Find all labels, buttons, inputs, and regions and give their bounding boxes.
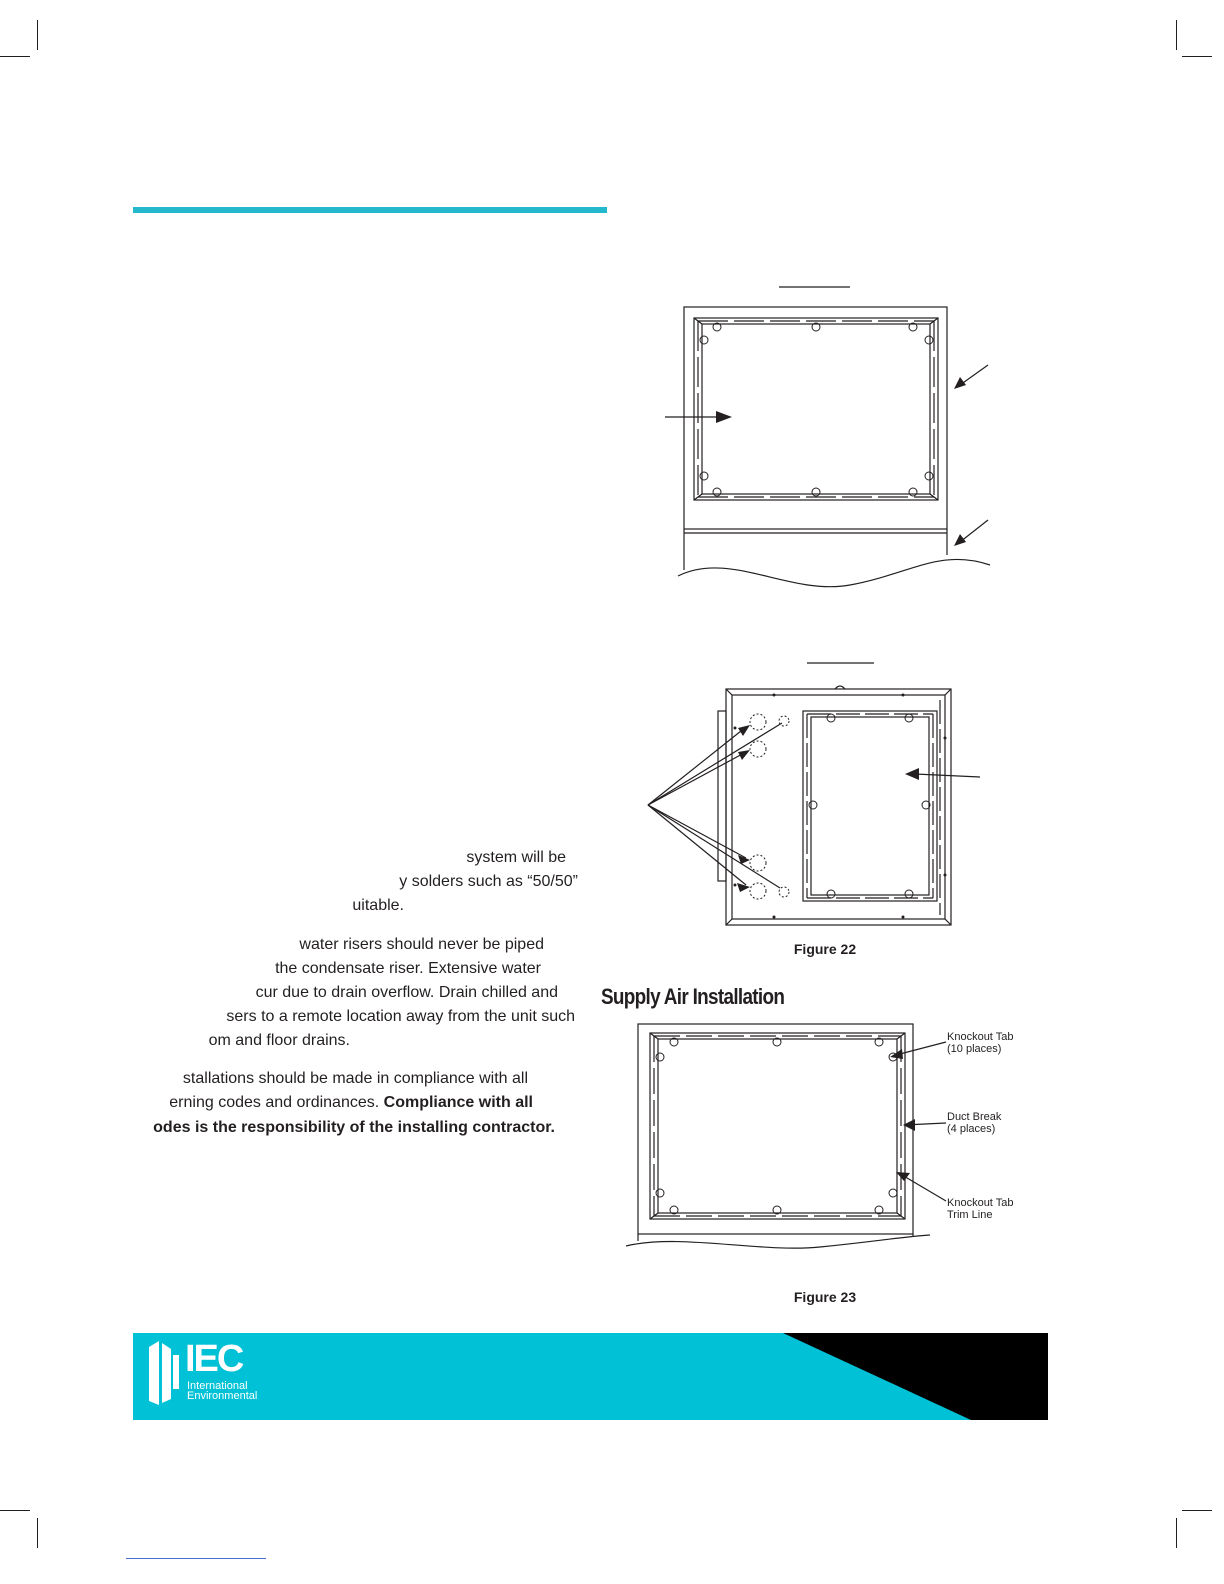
label-duct-break — [947, 1111, 1001, 1135]
logo-text: IEC — [185, 1338, 243, 1380]
footer-underline — [126, 1558, 266, 1559]
crop-mark — [1182, 1510, 1212, 1511]
logo-sub-line: International — [187, 1380, 248, 1392]
text-normal: stallations should be made in compliance with all — [182, 1070, 528, 1087]
logo-subtitle — [187, 1381, 257, 1401]
label-line: Knockout Tab — [947, 1031, 1014, 1043]
text-line: system will be — [466, 849, 566, 866]
crop-mark — [1176, 20, 1177, 50]
text-line: om and floor drains. — [208, 1032, 350, 1049]
label-knockout-tab — [947, 1031, 1013, 1055]
logo-mark-icon — [149, 1341, 183, 1405]
iec-logo — [149, 1338, 269, 1405]
text-line: the condensate riser. Extensive water — [275, 960, 541, 977]
figure-panel-drawing — [650, 280, 1010, 600]
logo-sub-line: Environmental — [187, 1390, 258, 1402]
text-line: uitable. — [352, 897, 404, 914]
label-line: (4 places) — [947, 1123, 996, 1135]
text-line — [183, 1067, 528, 1091]
figure-22-drawing — [640, 655, 1000, 925]
label-line: Duct Break — [947, 1111, 1002, 1123]
label-line: (10 places) — [947, 1043, 1002, 1055]
crop-mark — [0, 56, 30, 57]
text-bold: Compliance with all — [383, 1094, 533, 1111]
crop-mark — [37, 1518, 38, 1548]
label-line: Knockout Tab — [947, 1197, 1014, 1209]
text-normal: erning codes and ordinances. — [169, 1094, 384, 1111]
figure-23-caption: Figure 23 — [793, 1289, 857, 1305]
section-title: Supply Air Installation — [601, 984, 785, 1009]
body-text-column — [120, 846, 580, 1146]
text-bold: odes is the responsibility of the installing contractor. — [153, 1119, 555, 1136]
crop-mark — [0, 1510, 30, 1511]
text-line: sers to a remote location away from the unit such — [226, 1008, 575, 1025]
text-line: cur due to drain overflow. Drain chilled and — [255, 984, 558, 1001]
crop-mark — [1182, 56, 1212, 57]
text-line: y solders such as “50/50” — [399, 873, 578, 890]
footer-band — [133, 1333, 1048, 1420]
label-trim-line — [947, 1197, 1013, 1221]
header-rule — [133, 207, 607, 213]
crop-mark — [37, 20, 38, 50]
figure-22-caption: Figure 22 — [793, 941, 857, 957]
text-line — [153, 1116, 555, 1140]
text-line: water risers should never be piped — [299, 936, 544, 953]
crop-mark — [1176, 1518, 1177, 1548]
footer-black-wedge — [133, 1333, 1048, 1420]
figure-23-drawing — [620, 1015, 940, 1255]
label-line: Trim Line — [947, 1209, 993, 1221]
text-line — [169, 1091, 533, 1115]
